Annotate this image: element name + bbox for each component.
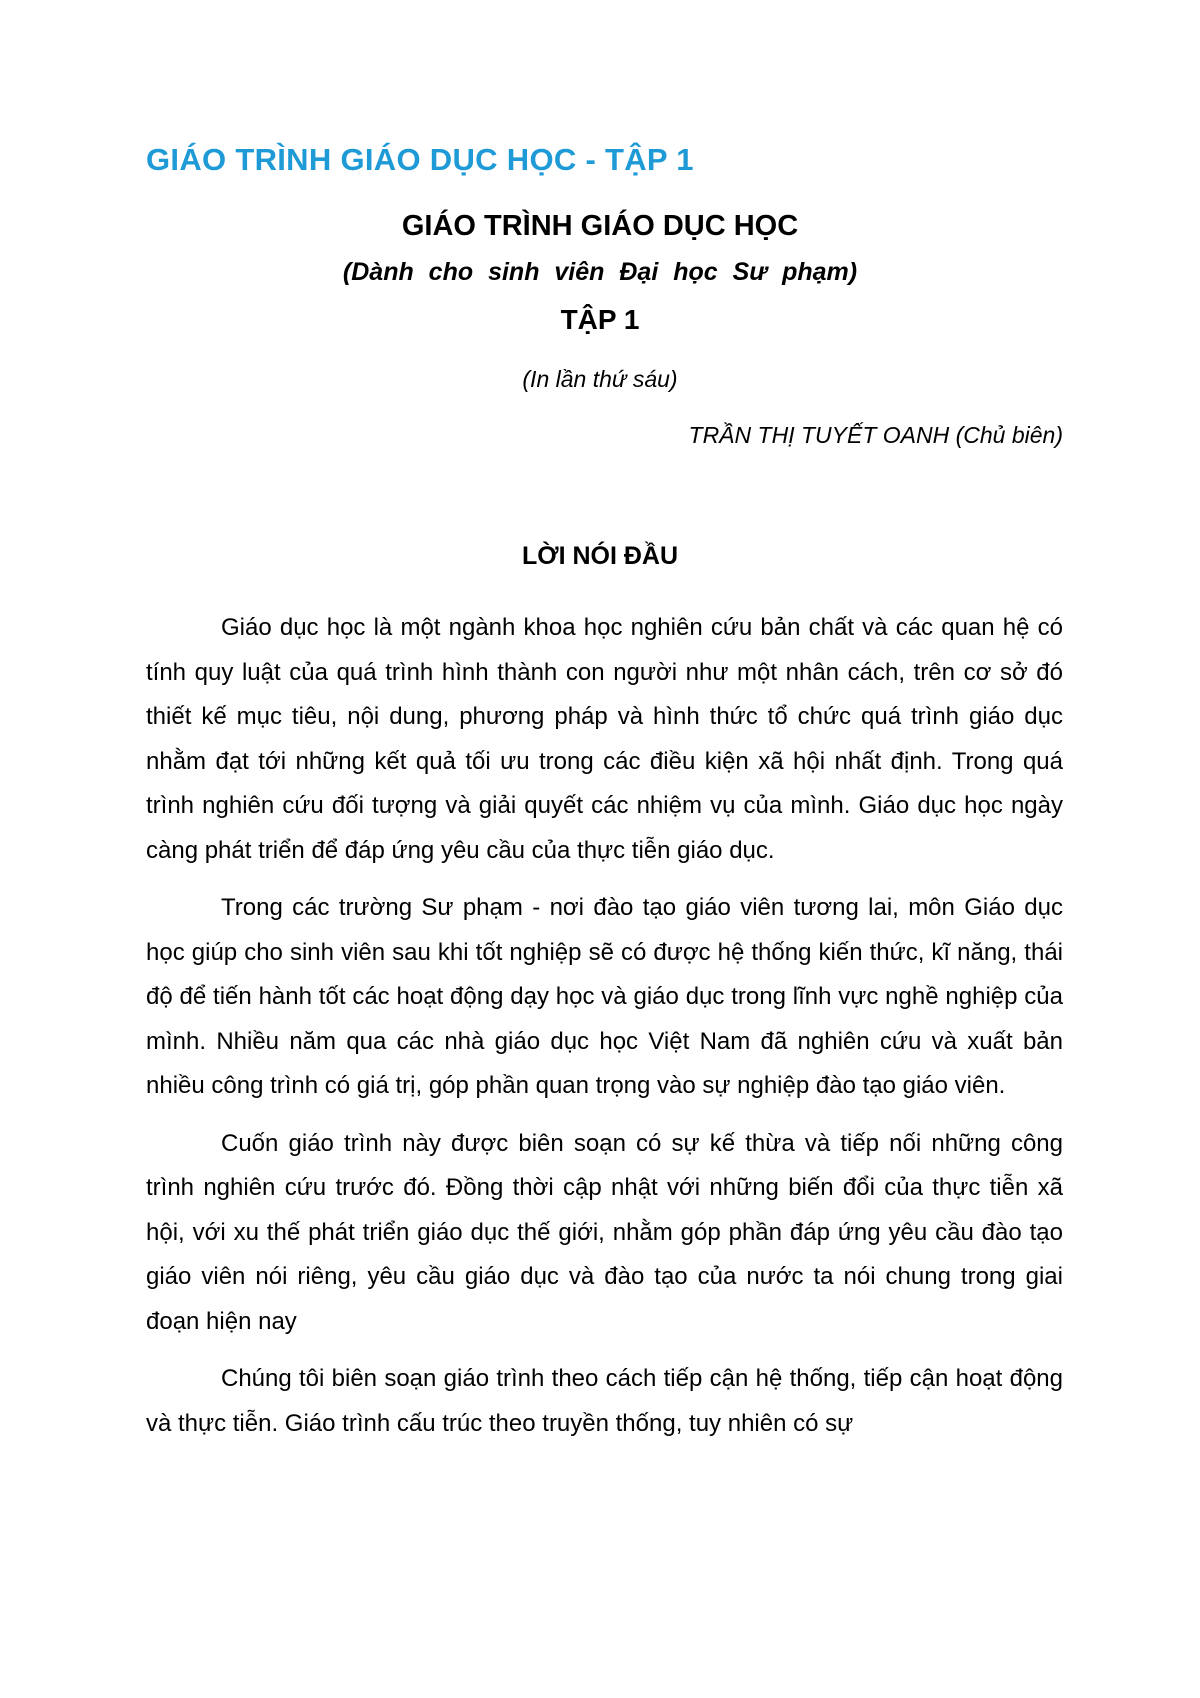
preface-body xyxy=(146,606,1063,1459)
book-subtitle: (Dành cho sinh viên Đại học Sư phạm) xyxy=(342,258,858,286)
preface-heading: LỜI NÓI ĐẦU xyxy=(521,542,679,570)
preface-paragraph-3: Cuốn giáo trình này được biên soạn có sự kế thừa và tiếp nối những công trình nghiên cứu trước đó. Đồng thời cập nhật với những biến đổi của thực tiễn xã hội, với xu thế phát triển giáo dục thế giới, nhằm góp phần đáp ứng yêu cầu đào tạo giáo viên nói riêng, yêu cầu giáo dục và đào tạo của nước ta nói chung trong giai đoạn hiện nay xyxy=(146,1129,1063,1335)
book-main-title: GIÁO TRÌNH GIÁO DỤC HỌC xyxy=(401,210,799,242)
preface-paragraph-2: Trong các trường Sư phạm - nơi đào tạo giáo viên tương lai, môn Giáo dục học giúp cho sinh viên sau khi tốt nghiệp sẽ có được hệ thống kiến thức, kĩ năng, thái độ để tiến hành tốt các hoạt động dạy học và giáo dục trong lĩnh vực nghề nghiệp của mình. Nhiều năm qua các nhà giáo dục học Việt Nam đã nghiên cứu và xuất bản nhiều công trình có giá trị, góp phần quan trọng vào sự nghiệp đào tạo giáo viên. xyxy=(146,894,1063,1099)
volume-label: TẬP 1 xyxy=(560,304,640,335)
preface-paragraph-1: Giáo dục học là một ngành khoa học nghiên cứu bản chất và các quan hệ có tính quy luật của quá trình hình thành con người như một nhân cách, trên cơ sở đó thiết kế mục tiêu, nội dung, phương pháp và hình thức tổ chức quá trình giáo dục nhằm đạt tới những kết quả tối ưu trong các điều kiện xã hội nhất định. Trong quá trình nghiên cứu đối tượng và giải quyết các nhiệm vụ của mình. Giáo dục học ngày càng phát triển để đáp ứng yêu cầu của thực tiễn giáo dục. xyxy=(146,614,1063,864)
edition-note: (In lần thứ sáu) xyxy=(522,366,678,392)
author-line: TRẦN THỊ TUYẾT OANH (Chủ biên) xyxy=(688,422,1063,448)
preface-paragraph-4: Chúng tôi biên soạn giáo trình theo cách tiếp cận hệ thống, tiếp cận hoạt động và thực tiễn. Giáo trình cấu trúc theo truyền thống, tuy nhiên có sự xyxy=(146,1365,1063,1437)
document-header-title: GIÁO TRÌNH GIÁO DỤC HỌC - TẬP 1 xyxy=(146,142,694,177)
